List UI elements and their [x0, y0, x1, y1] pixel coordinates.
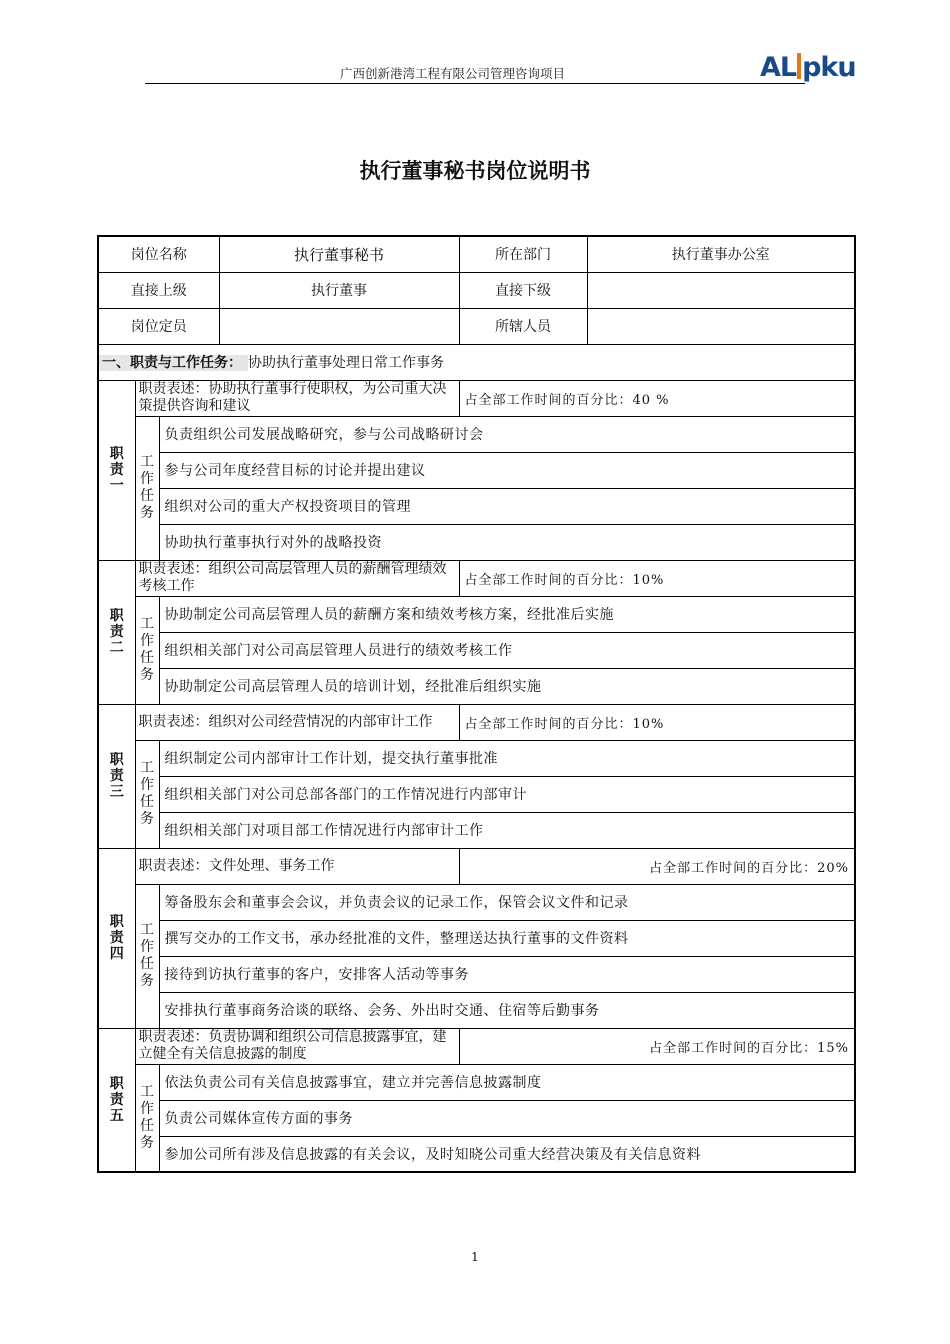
duty-statement: 职责表述：文件处理、事务工作: [135, 848, 459, 884]
work-task-label: [135, 884, 159, 1028]
duty-statement-row: [98, 848, 855, 884]
work-task-label: [135, 416, 159, 560]
duty-label-text: 职责二: [109, 608, 124, 656]
logo-text-right: pku: [802, 52, 856, 83]
duty-label: [98, 380, 135, 560]
duty-time-percent: 占全部工作时间的百分比：15%: [459, 1028, 855, 1064]
document-title: 执行董事秘书岗位说明书: [359, 159, 591, 183]
header-project-title: 广西创新港湾工程有限公司管理咨询项目: [340, 66, 566, 81]
duty-statement: 职责表述：负责协调和组织公司信息披露事宜，建立健全有关信息披露的制度: [135, 1028, 459, 1064]
section-heading-row: [98, 344, 855, 380]
duty-label: [98, 848, 135, 1028]
task-item: 组织相关部门对公司总部各部门的工作情况进行内部审计: [159, 776, 855, 812]
subordinate-label: 直接下级: [459, 272, 587, 308]
duty-label: [98, 1028, 135, 1172]
duty-time-percent: 占全部工作时间的百分比：10%: [459, 560, 855, 596]
work-task-label: [135, 740, 159, 848]
task-item: 协助制定公司高层管理人员的薪酬方案和绩效考核方案，经批准后实施: [159, 596, 855, 632]
task-row: [98, 416, 855, 452]
duty-time-percent: 占全部工作时间的百分比：20%: [459, 848, 855, 884]
dept-value: 执行董事办公室: [587, 236, 855, 272]
duty-label-text: 职责一: [109, 446, 124, 494]
task-row: [98, 524, 855, 560]
duty-label-text: 职责五: [109, 1075, 124, 1124]
task-row: [98, 884, 855, 920]
task-item: 组织对公司的重大产权投资项目的管理: [159, 488, 855, 524]
duty-label: [98, 560, 135, 704]
duty-time-percent: 占全部工作时间的百分比：10%: [459, 704, 855, 740]
duty-statement-row: [98, 704, 855, 740]
task-item: 筹备股东会和董事会会议，并负责会议的记录工作，保管会议文件和记录: [159, 884, 855, 920]
task-item: 接待到访执行董事的客户，安排客人活动等事务: [159, 956, 855, 992]
task-row: [98, 920, 855, 956]
task-row: [98, 992, 855, 1028]
basic-row-2: [98, 272, 855, 308]
task-item: 组织制定公司内部审计工作计划，提交执行董事批准: [159, 740, 855, 776]
task-item: 协助执行董事执行对外的战略投资: [159, 524, 855, 560]
task-row: [98, 956, 855, 992]
basic-row-1: [98, 236, 855, 272]
task-row: [98, 632, 855, 668]
duty-statement-row: [98, 1028, 855, 1064]
logo-text-left: AL: [760, 52, 797, 83]
position-label: 岗位名称: [98, 236, 219, 272]
task-row: [98, 1136, 855, 1172]
basic-row-3: [98, 308, 855, 344]
staffing-value: [219, 308, 459, 344]
job-description-table: [97, 235, 856, 1173]
work-task-label: [135, 596, 159, 704]
work-task-label-text: 工作任务: [140, 616, 154, 683]
task-row: [98, 668, 855, 704]
task-item: 依法负责公司有关信息披露事宜，建立并完善信息披露制度: [159, 1064, 855, 1100]
task-row: [98, 596, 855, 632]
task-row: [98, 488, 855, 524]
task-row: [98, 1100, 855, 1136]
task-row: [98, 812, 855, 848]
task-item: 撰写交办的工作文书，承办经批准的文件，整理送达执行董事的文件资料: [159, 920, 855, 956]
duty-statement: 职责表述：组织对公司经营情况的内部审计工作: [135, 704, 459, 740]
task-row: [98, 740, 855, 776]
duty-label-text: 职责三: [109, 752, 124, 800]
task-item: 组织相关部门对项目部工作情况进行内部审计工作: [159, 812, 855, 848]
task-row: [98, 452, 855, 488]
task-item: 负责组织公司发展战略研究，参与公司战略研讨会: [159, 416, 855, 452]
task-item: 组织相关部门对公司高层管理人员进行的绩效考核工作: [159, 632, 855, 668]
position-value: 执行董事秘书: [219, 236, 459, 272]
logo-separator: [797, 53, 801, 79]
duty-statement: 职责表述：组织公司高层管理人员的薪酬管理绩效考核工作: [135, 560, 459, 596]
work-task-label-text: 工作任务: [140, 1083, 154, 1151]
dept-label: 所在部门: [459, 236, 587, 272]
work-task-label-text: 工作任务: [140, 760, 154, 827]
task-item: 参与公司年度经营目标的讨论并提出建议: [159, 452, 855, 488]
work-task-label: [135, 1064, 159, 1172]
duty-label-text: 职责四: [109, 914, 124, 962]
duty-statement-row: [98, 560, 855, 596]
duty-time-percent: 占全部工作时间的百分比：40 %: [459, 380, 855, 416]
header-rule: [145, 83, 805, 84]
task-row: [98, 776, 855, 812]
task-item: 参加公司所有涉及信息披露的有关会议，及时知晓公司重大经营决策及有关信息资料: [159, 1136, 855, 1172]
task-item: 协助制定公司高层管理人员的培训计划，经批准后组织实施: [159, 668, 855, 704]
page-number: 1: [471, 1250, 479, 1264]
section-heading: 一、职责与工作任务：: [99, 355, 248, 371]
managed-value: [587, 308, 855, 344]
section-summary: 协助执行董事处理日常工作事务: [248, 355, 444, 371]
superior-value: 执行董事: [219, 272, 459, 308]
duty-label: [98, 704, 135, 848]
task-item: 负责公司媒体宣传方面的事务: [159, 1100, 855, 1136]
superior-label: 直接上级: [98, 272, 219, 308]
subordinate-value: [587, 272, 855, 308]
work-task-label-text: 工作任务: [140, 922, 154, 989]
duty-statement: 职责表述：协助执行董事行使职权，为公司重大决策提供咨询和建议: [135, 380, 459, 416]
company-logo: [760, 52, 856, 82]
task-row: [98, 1064, 855, 1100]
duty-statement-row: [98, 380, 855, 416]
work-task-label-text: 工作任务: [140, 454, 154, 521]
managed-label: 所辖人员: [459, 308, 587, 344]
staffing-label: 岗位定员: [98, 308, 219, 344]
task-item: 安排执行董事商务洽谈的联络、会务、外出时交通、住宿等后勤事务: [159, 992, 855, 1028]
